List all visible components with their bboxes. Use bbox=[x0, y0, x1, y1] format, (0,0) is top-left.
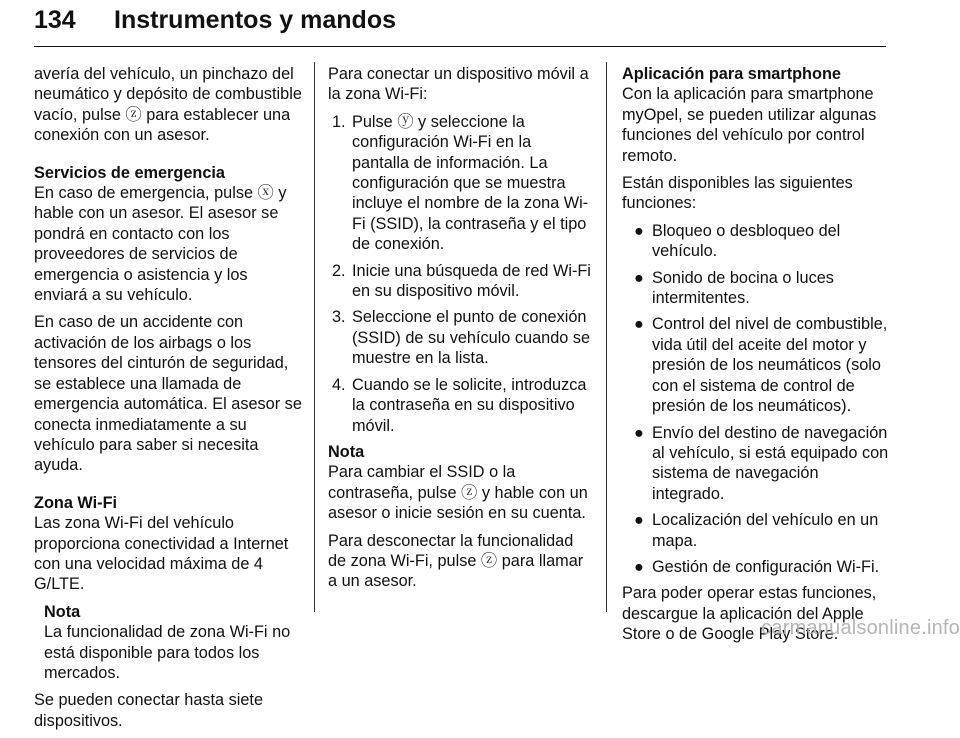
list-item bbox=[622, 268, 890, 309]
step-number: 3. bbox=[332, 308, 346, 327]
running-title: Instrumentos y mandos bbox=[114, 6, 396, 34]
paragraph: Las zona Wi-Fi del vehículo proporciona conectividad a Internet con una velocidad máxima de 4 G/LTE. bbox=[34, 514, 289, 594]
column-middle bbox=[328, 64, 592, 599]
heading-emergency-services: Servicios de emergencia bbox=[34, 163, 225, 182]
paragraph: avería del vehículo, un pinchazo del neumático y depósito de combustible vacío, pulse ⓩ para establecer una conexión con un asesor. bbox=[34, 65, 302, 145]
column-divider-1 bbox=[314, 62, 315, 612]
step-text: Cuando se le solicite, introduzca la contraseña en su dispositivo móvil. bbox=[352, 375, 587, 435]
paragraph: Están disponibles las siguientes funciones: bbox=[622, 174, 853, 213]
bullet-text: Control del nivel de combustible, vida útil del aceite del motor y presión de los neumáticos (solo con el sistema de control de presión de los neumáticos). bbox=[652, 315, 888, 416]
paragraph: Para conectar un dispositivo móvil a la zona Wi-Fi: bbox=[328, 65, 589, 104]
note-title: Nota bbox=[328, 442, 365, 461]
note-block bbox=[44, 602, 302, 684]
step-number: 2. bbox=[332, 261, 346, 280]
bullet-text: Localización del vehículo en un mapa. bbox=[652, 511, 879, 550]
header-rule bbox=[34, 46, 886, 47]
heading-wifi-hotspot: Zona Wi-Fi bbox=[34, 493, 118, 512]
bullet-icon: ● bbox=[634, 423, 644, 442]
list-item bbox=[622, 221, 890, 262]
note-title: Nota bbox=[44, 602, 81, 621]
list-item bbox=[622, 423, 890, 505]
paragraph: Con la aplicación para smartphone myOpel, se pueden utilizar algunas funciones del vehículo por control remoto. bbox=[622, 85, 877, 165]
note-text: La funcionalidad de zona Wi-Fi no está disponible para todos los mercados. bbox=[44, 623, 291, 682]
bullet-text: Bloqueo o desbloqueo del vehículo. bbox=[652, 221, 841, 261]
list-item bbox=[332, 112, 592, 255]
step-number: 1. bbox=[332, 112, 346, 131]
note-text: Para cambiar el SSID o la contraseña, pulse ⓩ y hable con un asesor o inicie sesión en su cuenta. bbox=[328, 463, 588, 523]
paragraph: En caso de emergencia, pulse ⓧ y hable con un asesor. El asesor se pondrá en contacto con los proveedores de servicios de emergencia o asistencia y los enviará a su vehículo. bbox=[34, 184, 287, 305]
page-header bbox=[34, 4, 886, 50]
bullet-text: Gestión de configuración Wi-Fi. bbox=[652, 557, 880, 576]
step-text: Pulse ⓨ y seleccione la configuración Wi-Fi en la pantalla de información. La configuración que se muestra incluye el nombre de la zona Wi-Fi (SSID), la contraseña y el tipo de conexión. bbox=[352, 112, 589, 254]
step-text: Inicie una búsqueda de red Wi-Fi en su dispositivo móvil. bbox=[352, 261, 591, 301]
column-left bbox=[34, 64, 302, 738]
step-text: Seleccione el punto de conexión (SSID) de su vehículo cuando se muestre en la lista. bbox=[352, 308, 591, 368]
column-right bbox=[622, 64, 890, 652]
paragraph: Se pueden conectar hasta siete dispositivos. bbox=[34, 691, 264, 730]
features-list bbox=[622, 221, 890, 578]
list-item bbox=[622, 314, 890, 416]
list-item bbox=[332, 307, 592, 368]
bullet-text: Sonido de bocina o luces intermitentes. bbox=[652, 268, 834, 308]
page-number: 134 bbox=[34, 6, 76, 34]
bullet-icon: ● bbox=[634, 268, 644, 287]
steps-list bbox=[328, 112, 592, 436]
bullet-icon: ● bbox=[634, 315, 644, 334]
bullet-icon: ● bbox=[634, 557, 644, 576]
list-item bbox=[622, 510, 890, 551]
paragraph: Para poder operar estas funciones, descargue la aplicación del Apple Store o de Google Play Store. bbox=[622, 584, 877, 644]
bullet-icon: ● bbox=[634, 511, 644, 530]
paragraph: Para desconectar la funcionalidad de zona Wi-Fi, pulse ⓩ para llamar a un asesor. bbox=[328, 531, 584, 591]
list-item bbox=[332, 375, 592, 436]
column-divider-2 bbox=[606, 62, 607, 612]
heading-smartphone-app: Aplicación para smartphone bbox=[622, 65, 841, 83]
watermark: carmanualsonline.info bbox=[761, 617, 960, 639]
bullet-icon: ● bbox=[634, 221, 644, 240]
paragraph: En caso de un accidente con activación de los airbags o los tensores del cinturón de seguridad, se establece una llamada de emergencia automática. El asesor se conecta inmediatamente a su vehículo para saber si necesita ayuda. bbox=[34, 313, 302, 475]
bullet-text: Envío del destino de navegación al vehículo, si está equipado con sistema de navegación integrado. bbox=[652, 423, 889, 503]
step-number: 4. bbox=[332, 375, 346, 394]
list-item bbox=[622, 557, 890, 577]
list-item bbox=[332, 261, 592, 302]
